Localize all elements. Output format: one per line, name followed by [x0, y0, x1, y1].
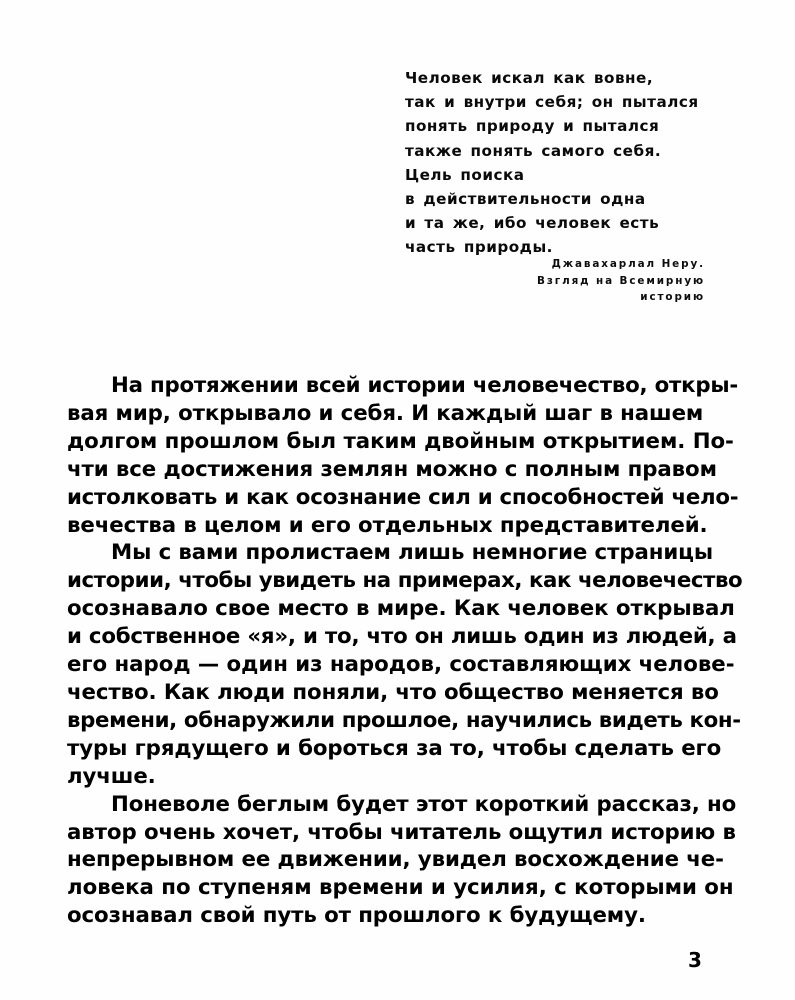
text-line: осознавало свое место в мире. Как человек открывал	[67, 596, 735, 622]
attribution-work-line: Взгляд на Всемирную	[537, 274, 705, 287]
paragraph-2	[67, 539, 743, 790]
text-line: чество. Как люди поняли, что общество меняется во	[67, 679, 719, 705]
attribution-author: Джавахарлал Неру.	[551, 258, 705, 270]
text-line: истолковать и как осознание сил и способностей чело-	[67, 484, 739, 510]
text-line: Поневоле беглым будет этот короткий рассказ, но	[111, 791, 737, 817]
epigraph-line: в действительности одна	[405, 190, 646, 209]
text-line: истории, чтобы увидеть на примерах, как человечество	[67, 568, 743, 594]
text-line: лучше.	[67, 763, 156, 789]
page-number: 3	[688, 948, 702, 972]
text-line: непрерывном ее движении, увидел восхождение че-	[67, 847, 724, 873]
text-line: осознавал свой путь от прошлого к будущему.	[67, 903, 646, 929]
paragraph-1	[67, 372, 739, 539]
epigraph-line: Цель поиска	[405, 165, 525, 184]
paragraph-3	[67, 791, 737, 931]
text-line: времени, обнаружили прошлое, научились видеть кон-	[67, 707, 741, 733]
text-line: его народ — один из народов, составляющих челове-	[67, 652, 735, 678]
epigraph-line: понять природу и пытался	[405, 117, 660, 136]
text-line: На протяжении всей истории человечество, откры-	[111, 373, 739, 398]
text-line: вечества в целом и его отдельных представителей.	[67, 512, 708, 538]
text-line: чти все достижения землян можно с полным правом	[67, 456, 717, 482]
epigraph-line: Человек искал как вовне,	[405, 69, 654, 87]
epigraph-line: и та же, ибо человек есть	[405, 214, 660, 233]
text-line: вая мир, открывало и себя. И каждый шаг в нашем	[67, 400, 704, 426]
text-line: туры грядущего и бороться за то, чтобы сделать его	[67, 735, 722, 761]
text-line: долгом прошлом был таким двойным открытием. По-	[67, 428, 734, 454]
epigraph-line: часть природы.	[405, 238, 553, 257]
text-line: и собственное «я», и то, что он лишь один из людей, а	[67, 624, 737, 650]
text-line: Мы с вами пролистаем лишь немногие страницы	[111, 540, 714, 566]
epigraph-line: так и внутри себя; он пытался	[405, 93, 699, 112]
attribution-work-line: историю	[640, 291, 705, 303]
epigraph-quote	[405, 66, 715, 260]
text-line: ловека по ступеням времени и усилия, с которыми он	[67, 875, 734, 901]
epigraph-line: также понять самого себя.	[405, 141, 662, 160]
text-line: автор очень хочет, чтобы читатель ощутил историю в	[67, 819, 736, 845]
body-text	[67, 372, 743, 930]
epigraph-attribution	[405, 256, 705, 306]
